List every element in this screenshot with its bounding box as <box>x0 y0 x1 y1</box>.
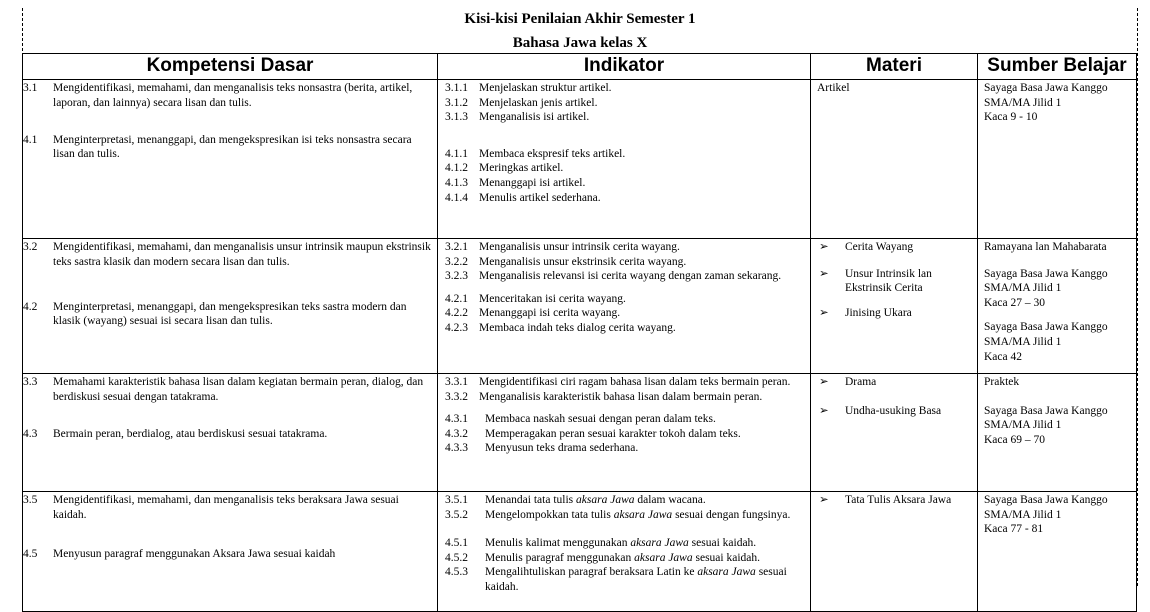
indikator-number: 4.5.1 <box>445 537 468 550</box>
indikator-number: 4.2.3 <box>445 321 468 334</box>
indikator-number: 3.2.2 <box>445 255 468 268</box>
kd-number: 3.2 <box>23 241 38 253</box>
materi-cell <box>811 374 978 492</box>
kd-number: 3.3 <box>23 376 38 388</box>
kd-text: Menginterpretasi, menanggapi, dan mengekspresikan isi teks nonsastra secara lisan dan tulis. <box>53 133 412 161</box>
sumber-line: Kaca 27 – 30 <box>984 296 1045 309</box>
indikator-text: Membaca indah teks dialog cerita wayang. <box>479 321 676 334</box>
indikator-number: 4.2.2 <box>445 307 468 320</box>
sumber-line: Sayaga Basa Jawa Kanggo <box>984 494 1108 506</box>
indikator-text: Menganalisis isi artikel. <box>479 111 590 124</box>
sumber-line: Kaca 69 – 70 <box>984 433 1045 446</box>
indikator-cell <box>438 374 811 492</box>
kd-text: Mengidentifikasi, memahami, dan menganalisis teks nonsastra (berita, artikel, laporan, dan lainnya) secara lisan dan tulis. <box>53 82 413 109</box>
indikator-cell <box>438 239 811 374</box>
arrow-bullet-icon: ➢ <box>819 404 829 417</box>
kd-text: Mengidentifikasi, memahami, dan menganalisis unsur intrinsik maupun ekstrinsik teks sastra klasik dan modern secara lisan dan tulis. <box>53 241 431 268</box>
indikator-number: 3.1.3 <box>445 111 468 124</box>
materi-item: Undha-usuking Basa <box>845 404 942 417</box>
kd-number: 4.3 <box>23 427 38 440</box>
indikator-number: 3.5.2 <box>445 508 468 521</box>
sumber-line: Ramayana lan Mahabarata <box>984 241 1107 253</box>
indikator-text: Mengalihtuliskan paragraf beraksara Latin ke <box>485 566 698 579</box>
header-materi: Materi <box>811 54 978 80</box>
indikator-text: Menjelaskan struktur artikel. <box>479 82 612 94</box>
indikator-number: 3.3.2 <box>445 390 468 403</box>
arrow-bullet-icon: ➢ <box>819 267 829 280</box>
table-row <box>23 239 1137 374</box>
indikator-emphasis: aksara Jawa <box>630 537 689 550</box>
kd-text: Memahami karakteristik bahasa lisan dalam kegiatan bermain peran, dialog, dan berdiskusi sesuai dengan tatakrama. <box>53 376 424 403</box>
indikator-number: 4.1.2 <box>445 162 468 175</box>
indikator-number: 4.2.1 <box>445 292 468 305</box>
indikator-text: sesuai kaidah. <box>688 537 757 550</box>
sumber-cell <box>978 239 1137 374</box>
indikator-text: Menganalisis unsur ekstrinsik cerita wayang. <box>479 255 687 268</box>
indikator-text: Mengidentifikasi ciri ragam bahasa lisan dalam teks bermain peran. <box>479 376 791 388</box>
kd-text: Mengidentifikasi, memahami, dan menganalisis teks beraksara Jawa sesuai kaidah. <box>53 494 399 521</box>
materi-item: Drama <box>845 376 877 388</box>
kd-text: Menginterpretasi, menanggapi, dan mengekspresikan teks sastra modern dan klasik (wayang) sesuai isi secara lisan dan tulis. <box>53 300 407 328</box>
indikator-number: 4.1.3 <box>445 176 468 189</box>
indikator-text: Memperagakan peran sesuai karakter tokoh dalam teks. <box>485 427 741 440</box>
indikator-number: 4.3.1 <box>445 413 468 426</box>
sumber-line: Kaca 77 - 81 <box>984 523 1044 536</box>
indikator-text: Menganalisis karakteristik bahasa lisan dalam bermain peran. <box>479 390 763 403</box>
page-subtitle: Bahasa Jawa kelas X <box>512 35 648 51</box>
arrow-bullet-icon: ➢ <box>819 494 829 506</box>
indikator-number: 4.1.4 <box>445 191 468 204</box>
kd-cell <box>23 80 438 239</box>
indikator-text: sesuai kaidah. <box>692 551 760 564</box>
indikator-text: Menulis paragraf menggunakan <box>485 551 635 564</box>
indikator-number: 4.5.3 <box>445 566 468 579</box>
indikator-number: 4.5.2 <box>445 551 468 564</box>
indikator-text: Mengelompokkan tata tulis <box>485 508 614 521</box>
kd-cell <box>23 239 438 374</box>
indikator-text: Menjelaskan jenis artikel. <box>479 96 598 109</box>
indikator-text: sesuai dengan fungsinya. <box>672 508 791 521</box>
sumber-line: Sayaga Basa Jawa Kanggo <box>984 82 1108 94</box>
indikator-text: Menanggapi isi artikel. <box>479 176 586 189</box>
indikator-text: Menanggapi isi cerita wayang. <box>479 307 621 320</box>
indikator-text: Menulis artikel sederhana. <box>479 191 601 204</box>
indikator-text: Membaca ekspresif teks artikel. <box>479 147 626 160</box>
header-indikator: Indikator <box>438 54 811 80</box>
kd-number: 4.5 <box>23 547 38 560</box>
sumber-line: SMA/MA Jilid 1 <box>984 419 1062 432</box>
sumber-line: Kaca 42 <box>984 350 1022 363</box>
indikator-number: 4.1.1 <box>445 147 468 160</box>
kd-text: Bermain peran, berdialog, atau berdiskusi sesuai tatakrama. <box>53 427 328 440</box>
arrow-bullet-icon: ➢ <box>819 306 829 319</box>
sumber-line: Praktek <box>984 376 1020 388</box>
kisi-kisi-table <box>22 53 1137 612</box>
arrow-bullet-icon: ➢ <box>819 241 829 253</box>
kd-number: 3.5 <box>23 494 38 506</box>
indikator-text: Menganalisis unsur intrinsik cerita wayang. <box>479 241 680 253</box>
indikator-emphasis: aksara Jawa <box>634 551 693 564</box>
materi-cell <box>811 80 978 239</box>
indikator-cell <box>438 492 811 612</box>
indikator-number: 4.3.3 <box>445 442 468 455</box>
indikator-text: dalam wacana. <box>634 494 706 506</box>
materi-item: Cerita Wayang <box>845 241 914 253</box>
indikator-cell <box>438 80 811 239</box>
kd-text: Menyusun paragraf menggunakan Aksara Jawa sesuai kaidah <box>53 547 336 560</box>
indikator-number: 3.3.1 <box>445 376 468 388</box>
kd-cell <box>23 492 438 612</box>
indikator-number: 3.1.2 <box>445 96 468 109</box>
sumber-line: SMA/MA Jilid 1 <box>984 96 1062 109</box>
sumber-cell <box>978 492 1137 612</box>
indikator-text: sesuai kaidah. <box>485 566 787 593</box>
indikator-text: Menandai tata tulis <box>485 494 577 506</box>
kd-number: 4.1 <box>23 133 38 146</box>
materi-item: Jinising Ukara <box>845 306 912 319</box>
table-row <box>23 492 1137 612</box>
kd-number: 4.2 <box>23 300 38 313</box>
sumber-line: Kaca 9 - 10 <box>984 111 1038 124</box>
materi-item: Artikel <box>817 82 850 94</box>
indikator-number: 3.5.1 <box>445 494 468 506</box>
materi-item: Unsur Intrinsik lan Ekstrinsik Cerita <box>845 267 932 295</box>
arrow-bullet-icon: ➢ <box>819 376 829 388</box>
indikator-number: 4.3.2 <box>445 427 468 440</box>
sumber-line: Sayaga Basa Jawa Kanggo <box>984 321 1108 334</box>
page-title: Kisi-kisi Penilaian Akhir Semester 1 <box>464 11 696 27</box>
indikator-text: Menganalisis relevansi isi cerita wayang dengan zaman sekarang. <box>479 270 782 283</box>
indikator-emphasis: aksara Jawa <box>613 508 673 521</box>
indikator-emphasis: aksara Jawa <box>697 566 756 579</box>
kd-cell <box>23 374 438 492</box>
header-sumber-belajar: Sumber Belajar <box>978 54 1137 80</box>
materi-item: Tata Tulis Aksara Jawa <box>845 494 952 506</box>
sumber-line: SMA/MA Jilid 1 <box>984 335 1062 348</box>
sumber-cell <box>978 374 1137 492</box>
table-row <box>23 374 1137 492</box>
sumber-line: SMA/MA Jilid 1 <box>984 282 1062 295</box>
indikator-emphasis: aksara Jawa <box>576 494 635 506</box>
indikator-number: 3.2.3 <box>445 270 468 283</box>
indikator-text: Meringkas artikel. <box>479 162 564 175</box>
indikator-text: Menulis kalimat menggunakan <box>485 537 631 550</box>
sumber-cell <box>978 80 1137 239</box>
header-kompetensi-dasar: Kompetensi Dasar <box>23 54 438 80</box>
materi-cell <box>811 239 978 374</box>
indikator-text: Menceritakan isi cerita wayang. <box>479 292 626 305</box>
kd-number: 3.1 <box>23 82 38 94</box>
sumber-line: SMA/MA Jilid 1 <box>984 508 1062 521</box>
indikator-number: 3.2.1 <box>445 241 468 253</box>
sumber-line: Sayaga Basa Jawa Kanggo <box>984 404 1108 417</box>
indikator-text: Menyusun teks drama sederhana. <box>485 442 639 455</box>
indikator-number: 3.1.1 <box>445 82 468 94</box>
materi-cell <box>811 492 978 612</box>
indikator-text: Membaca naskah sesuai dengan peran dalam teks. <box>485 413 716 426</box>
table-row <box>23 80 1137 239</box>
sumber-line: Sayaga Basa Jawa Kanggo <box>984 267 1108 280</box>
